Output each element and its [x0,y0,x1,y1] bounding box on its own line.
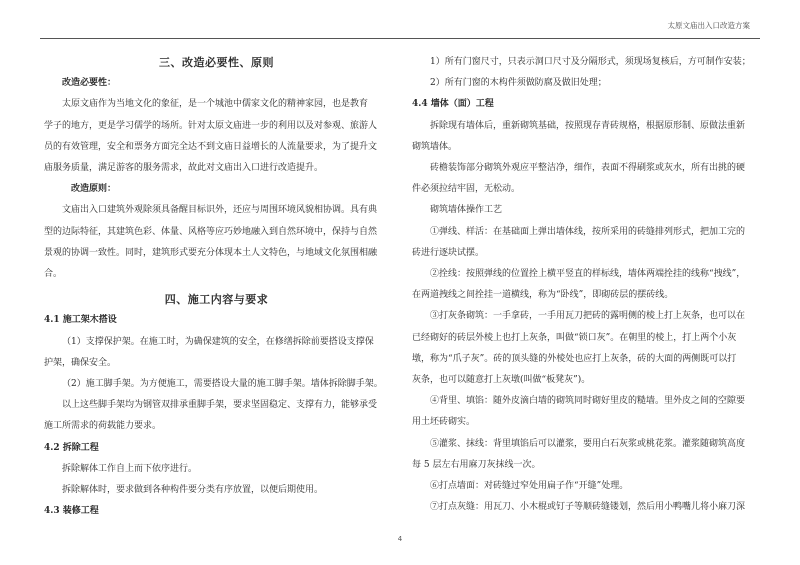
s44-heading: 4.4 墙体（面）工程 [412,99,494,110]
s42-heading: 4.2 拆除工程 [44,442,99,453]
door-note-2: 2）所有门窗的木构件须做防腐及做旧处理； [430,78,607,89]
s44-para1-line1: 拆除现有墙体后，重新砌筑基础，按照现存青砖规格，根据原形制、原做法重新 [430,120,746,131]
right-column [412,52,762,518]
craft-title: 砌筑墙体操作工艺 [430,205,503,216]
craft-step3-line1: ③打灰条砌筑：一手拿砖，一手用瓦刀把砖的露明侧的棱上打上灰条，也可以在 [430,311,746,322]
craft-step1-line1: ①弹线、样活：在基础面上弹出墙体线，按所采用的砖缝排列形式，把加工完的 [430,226,746,237]
principle-line-2: 型的边际特征，其建筑色彩、体量、风格等应巧妙地融入到自然环境中，保持与自然 [44,226,378,237]
s41-para3-line1: 以上这些脚手架均为钢管双排承重脚手架，要求坚固稳定、支撑有力，能够承受 [62,400,378,411]
s44-para2-line2: 件必须拉结牢固，无松动。 [412,184,521,195]
principle-line-3: 景观的协调一致性。同时，建筑形式要充分体现本土人文特色，与地域文化氛围相融 [44,247,378,258]
s41-para3-line2: 施工所需求的荷载能力要求。 [44,421,162,432]
header-title: 太原文庙出入口改造方案 [667,21,750,30]
craft-step5-line1: ⑤灌浆、抹线：背里填馅后可以灌浆，要用白石灰浆或桃花浆。灌浆随砌筑高度 [430,438,746,449]
craft-step7-line1: ⑦打点灰缝：用瓦刀、小木棍或钉子等顺砖缝镂划，然后用小鸭嘴儿将小麻刀深 [430,502,746,513]
necessity-line-3: 员的有效管理，安全和票务方面完全达不到文庙日益增长的人流量要求，为了提升文 [44,141,378,152]
necessity-line-1: 太原文庙作为当地文化的象征，是一个城池中儒家文化的精神家园，也是教育 [62,99,369,110]
craft-step5-line2: 每 5 层左右用麻刀灰抹线一次。 [412,459,541,470]
page-header [40,18,760,39]
craft-step3-line3: 墩，称为“爪子灰”。砖的顶头缝的外棱处也应打上灰条，砖的大面的两侧既可以打 [412,353,737,364]
craft-step2-line1: ②拴线：按照弹线的位置拴上横平竖直的样标线，墙体两端拴挂的线称“拽线”， [430,269,746,280]
door-note-1: 1）所有门窗尺寸，只表示洞口尺寸及分隔形式，须现场复核后，方可制作安装； [430,57,751,67]
craft-step4-line2: 用土坯砖砌实。 [412,417,476,428]
s41-para1-line2: 护架，确保安全。 [44,357,117,368]
craft-step1-line2: 砖进行逐块试摆。 [412,247,485,258]
s43-heading: 4.3 装修工程 [44,506,99,517]
principle-heading: 改造原则： [71,184,117,195]
s41-para2-line1: （2）施工脚手架。为方便施工，需要搭设大量的施工脚手架。墙体拆除脚手架。 [62,379,383,390]
necessity-line-4: 庙服务质量，满足游客的服务需求，故此对文庙出入口进行改造提升。 [44,163,324,174]
craft-step2-line2: 在两道拽线之间拴挂一道横线，称为“卧线”，即砌砖层的摆砖线。 [412,290,674,301]
s41-heading: 4.1 施工架木搭设 [44,315,117,326]
craft-step3-line2: 已经砌好的砖层外棱上也打上灰条，叫做“锁口灰”。在朝里的棱上，打上两个小灰 [412,332,737,343]
necessity-heading: 改造必要性： [62,78,117,89]
principle-line-4: 合。 [44,269,63,280]
section-3-title: 三、改造必要性、原则 [159,56,274,69]
necessity-line-2: 学子的地方，更是学习儒学的场所。针对太原文庙进一步的利用以及对参观、旅游人 [44,120,378,131]
principle-line-1: 文庙出入口建筑外观除须具备醒目标识外，还应与周围环境风貌相协调。具有典 [62,205,378,216]
craft-step4-line1: ④背里、填馅：随外皮滴白墙的砌筑同时砌好里皮的糙墙。里外皮之间的空隙要 [430,396,746,407]
s41-para1-line1: （1）支撑保护架。在施工时，为确保建筑的安全，在修缮拆除前要搭设支撑保 [62,336,374,347]
craft-step6-line1: ⑥打点墙面：对砖缝过窄处用扁子作“开缝”处理。 [430,481,629,492]
page-number: 4 [397,535,403,543]
s42-para2: 拆除解体时，要求做到各种构件要分类有序放置，以便后期使用。 [62,485,324,496]
s44-para1-line2: 砌筑墙体。 [412,141,458,152]
s42-para1: 拆除解体工作自上而下依序进行。 [62,463,198,474]
left-column [44,52,389,522]
craft-step3-line4: 灰条，也可以随意打上灰墩(叫做“板凳灰”)。 [412,375,591,386]
s44-para2-line1: 砖檐装饰部分砌筑外观应平整洁净，细作，表面不得刷浆或灰水，所有出挑的硬 [430,163,746,174]
section-4-title: 四、施工内容与要求 [164,293,269,307]
